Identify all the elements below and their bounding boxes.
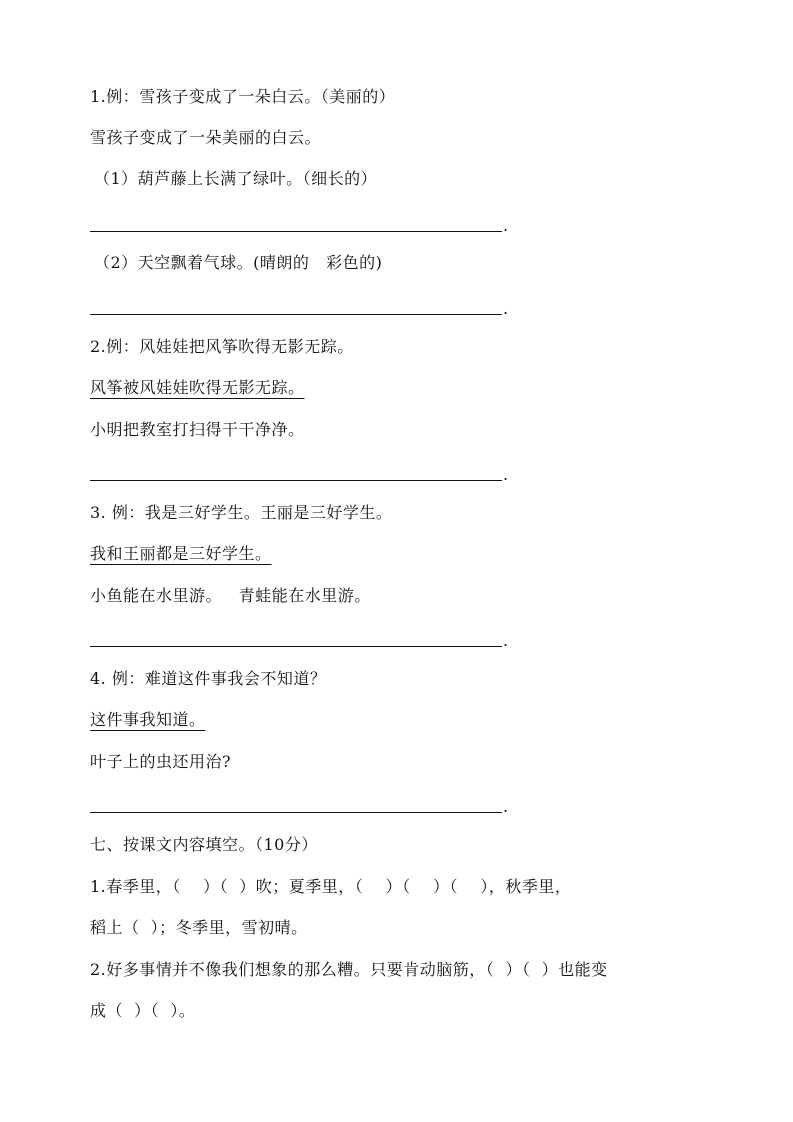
q3-item: 小鱼能在水里游。 青蛙能在水里游。	[90, 586, 371, 605]
answer-blank-3[interactable]	[90, 480, 502, 481]
q1-example: 1.例：雪孩子变成了一朵白云。（美丽的）	[90, 87, 396, 106]
blank-period-1: .	[503, 216, 509, 235]
blank-period-4: .	[503, 631, 509, 650]
section-7-line-3: 2.好多事情并不像我们想象的那么糟。只要肯动脑筋，（ ）（ ）也能变	[90, 960, 608, 979]
q1-item-1: （1）葫芦藤上长满了绿叶。（细长的）	[94, 169, 378, 188]
answer-blank-1[interactable]	[90, 231, 502, 232]
q1-answer: 雪孩子变成了一朵美丽的白云。	[90, 128, 322, 147]
answer-blank-5[interactable]	[90, 812, 502, 813]
section-7-line-2: 稻上（ ）；冬季里，雪初晴。	[90, 918, 308, 937]
q4-example: 4. 例：难道这件事我会不知道？	[90, 669, 327, 688]
section-7-line-1: 1.春季里，（ ）（ ）吹；夏季里，（ ）（ ）（ ），秋季里，	[90, 877, 572, 896]
blank-period-3: .	[503, 465, 509, 484]
answer-blank-2[interactable]	[90, 314, 502, 315]
q2-example: 2.例：风娃娃把风筝吹得无影无踪。	[90, 337, 354, 356]
q3-answer: 我和王丽都是三好学生。	[90, 544, 272, 563]
section-7-title: 七、按课文内容填空。（10分）	[90, 835, 318, 854]
q4-answer: 这件事我知道。	[90, 710, 206, 729]
answer-blank-4[interactable]	[90, 646, 502, 647]
q3-example: 3. 例：我是三好学生。王丽是三好学生。	[90, 503, 393, 522]
q4-item: 叶子上的虫还用治?	[90, 752, 232, 771]
section-7-line-4: 成（ ）（ ）。	[90, 1001, 196, 1020]
blank-period-5: .	[503, 797, 509, 816]
blank-period-2: .	[503, 299, 509, 318]
q1-item-2: （2）天空飘着气球。(晴朗的 彩色的)	[94, 253, 383, 272]
q2-item: 小明把教室打扫得干干净净。	[90, 420, 305, 439]
q2-answer: 风筝被风娃娃吹得无影无踪。	[90, 378, 305, 397]
